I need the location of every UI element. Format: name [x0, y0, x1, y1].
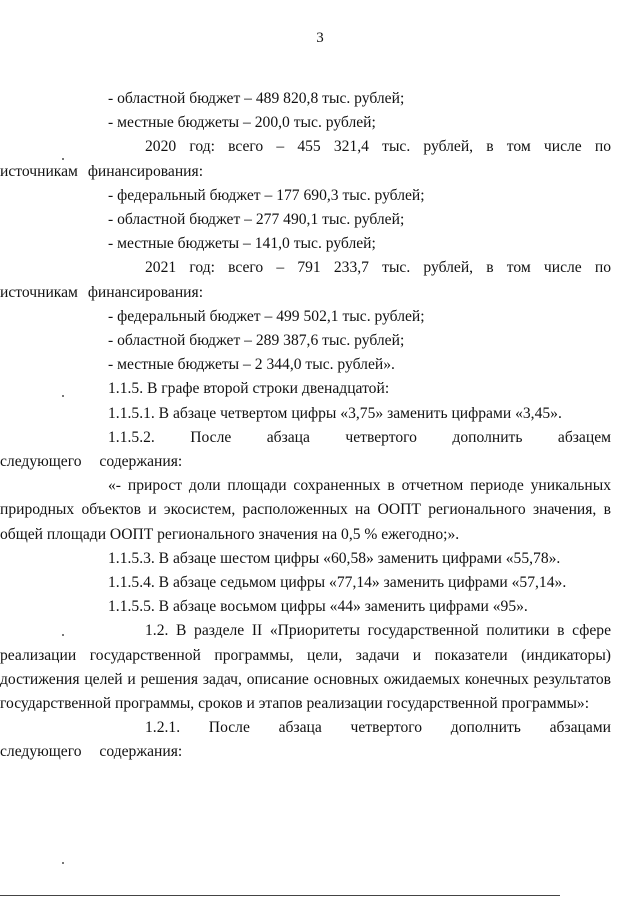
margin-dot: [62, 862, 64, 864]
page-number: 3: [316, 30, 324, 46]
clause-1-1-5-3: 1.1.5.3. В абзаце шестом цифры «60,58» заменить цифрами «55,78».: [108, 549, 561, 567]
year-2021-total: 2021 год: всего – 791 233,7 тыс. рублей, в том числе по источникам финансирования:: [0, 259, 611, 301]
margin-dot: [62, 395, 64, 397]
budget-line-local: - местные бюджеты – 200,0 тыс. рублей;: [108, 114, 376, 132]
clause-1-1-5-2: 1.1.5.2. После абзаца четвертого дополнить абзацем следующего содержания:: [0, 428, 611, 471]
clause-1-1-5: 1.1.5. В графе второй строки двенадцатой:: [108, 380, 390, 398]
clause-1-1-5-5: 1.1.5.5. В абзаце восьмом цифры «44» заменить цифрами «95».: [108, 598, 528, 616]
clause-1-2-1: 1.2.1. После абзаца четвертого дополнить абзацами следующего содержания:: [0, 719, 611, 761]
clause-1-2: 1.2. В разделе II «Приоритеты государственной политики в сфере реализации государственной программы, цели, задачи и показатели (индикаторы) достижения целей и решения задач, описание основных ожидаемых конечных результатов государственной программы, сроков и этапов реализации государственной программы»:: [0, 622, 611, 713]
year-2020-total: 2020 год: всего – 455 321,4 тыс. рублей, в том числе по источникам финансирования:: [0, 138, 611, 180]
budget-line-federal-2020: - федеральный бюджет – 177 690,3 тыс. рублей;: [108, 186, 425, 204]
margin-dot: [62, 158, 64, 160]
budget-line-local-2020: - местные бюджеты – 141,0 тыс. рублей;: [108, 235, 376, 253]
document-body: [0, 87, 611, 765]
clause-1-1-5-1: 1.1.5.1. В абзаце четвертом цифры «3,75» заменить цифрами «3,45».: [108, 404, 562, 422]
margin-dot: [62, 634, 64, 636]
budget-line-federal-2021: - федеральный бюджет – 499 502,1 тыс. рублей;: [108, 307, 425, 325]
budget-line-local-2021: - местные бюджеты – 2 344,0 тыс. рублей».: [108, 356, 395, 374]
budget-line-regional-2020: - областной бюджет – 277 490,1 тыс. рублей;: [108, 211, 405, 229]
budget-line-regional-2021: - областной бюджет – 289 387,6 тыс. рублей;: [108, 332, 405, 350]
bottom-scan-edge: [0, 895, 560, 896]
clause-1-1-5-4: 1.1.5.4. В абзаце седьмом цифры «77,14» заменить цифрами «57,14».: [108, 574, 567, 592]
quoted-indicator: «- прирост доли площади сохраненных в отчетном периоде уникальных природных объектов и экосистем, расположенных на ООПТ регионального значения, в общей площади ООПТ регионального значения на 0,5 % ежегодно;».: [0, 477, 611, 543]
budget-line-regional: - областной бюджет – 489 820,8 тыс. рублей;: [108, 90, 405, 107]
